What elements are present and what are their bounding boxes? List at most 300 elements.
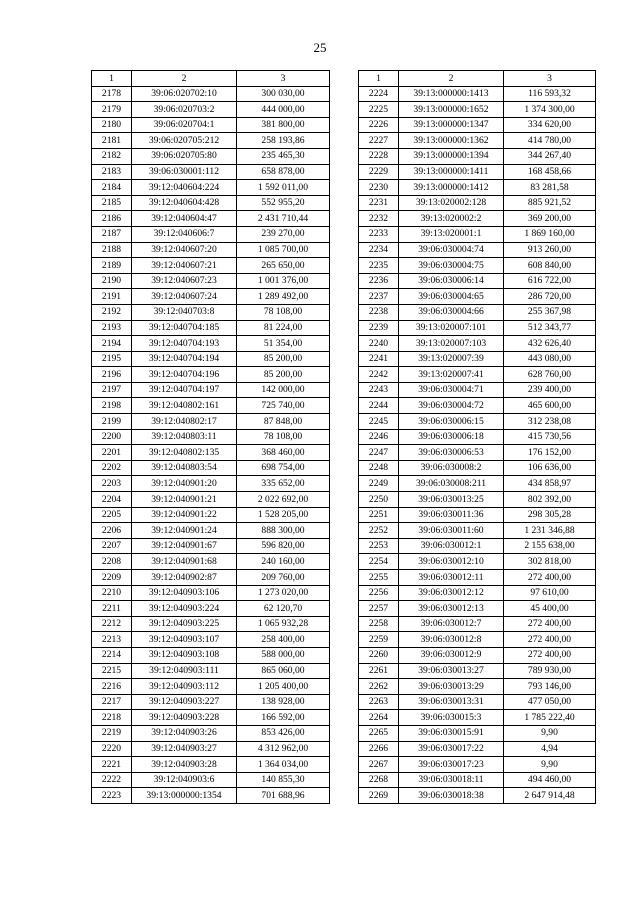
table-row — [92, 741, 330, 757]
table-row — [359, 694, 596, 710]
number-cell: 2263 — [359, 694, 399, 710]
value-cell: 865 060,00 — [237, 663, 330, 679]
table-row — [92, 351, 330, 367]
cadastral-number-cell: 39:12:040901:22 — [132, 507, 237, 523]
cadastral-number-cell: 39:06:030013:25 — [399, 492, 504, 508]
cadastral-number-cell: 39:06:020705:80 — [132, 148, 237, 164]
cadastral-number-cell: 39:06:030012:8 — [399, 632, 504, 648]
number-cell: 2215 — [92, 663, 132, 679]
value-cell: 258 193,86 — [237, 133, 330, 149]
number-cell: 2186 — [92, 211, 132, 227]
table-row — [92, 538, 330, 554]
column-header: 3 — [237, 71, 330, 87]
table-row — [359, 663, 596, 679]
number-cell: 2180 — [92, 117, 132, 133]
table-row — [92, 304, 330, 320]
value-cell: 1 364 034,00 — [237, 757, 330, 773]
number-cell: 2202 — [92, 460, 132, 476]
table-row — [359, 414, 596, 430]
value-cell: 239 400,00 — [504, 382, 596, 398]
value-cell: 2 022 692,00 — [237, 492, 330, 508]
number-cell: 2256 — [359, 585, 399, 601]
value-cell: 415 730,56 — [504, 429, 596, 445]
table-row — [359, 320, 596, 336]
table-row — [92, 117, 330, 133]
cadastral-number-cell: 39:06:030012:9 — [399, 647, 504, 663]
cadastral-number-cell: 39:13:000000:1354 — [132, 788, 237, 804]
value-cell: 1 231 346,88 — [504, 523, 596, 539]
value-cell: 888 300,00 — [237, 523, 330, 539]
number-cell: 2203 — [92, 476, 132, 492]
cadastral-number-cell: 39:06:020703:2 — [132, 102, 237, 118]
value-cell: 853 426,00 — [237, 725, 330, 741]
value-cell: 494 460,00 — [504, 772, 596, 788]
table-row — [359, 211, 596, 227]
table-row — [92, 647, 330, 663]
table-row — [92, 663, 330, 679]
cadastral-number-cell: 39:12:040903:227 — [132, 694, 237, 710]
value-cell: 1 273 020,00 — [237, 585, 330, 601]
value-cell: 414 780,00 — [504, 133, 596, 149]
number-cell: 2238 — [359, 304, 399, 320]
cadastral-number-cell: 39:06:020704:1 — [132, 117, 237, 133]
value-cell: 588 000,00 — [237, 647, 330, 663]
column-header: 1 — [92, 71, 132, 87]
table-row — [92, 336, 330, 352]
table-row — [359, 632, 596, 648]
value-cell: 1 785 222,40 — [504, 710, 596, 726]
table-row — [92, 320, 330, 336]
value-cell: 596 820,00 — [237, 538, 330, 554]
cadastral-number-cell: 39:12:040607:23 — [132, 273, 237, 289]
number-cell: 2245 — [359, 414, 399, 430]
value-cell: 312 238,08 — [504, 414, 596, 430]
value-cell: 913 260,00 — [504, 242, 596, 258]
column-header: 1 — [359, 71, 399, 87]
table-row — [359, 616, 596, 632]
cadastral-number-cell: 39:13:020007:103 — [399, 336, 504, 352]
table-row — [92, 788, 330, 804]
cadastral-number-cell: 39:13:000000:1413 — [399, 86, 504, 102]
left-table — [91, 70, 330, 804]
left-table-body — [92, 71, 330, 804]
cadastral-number-cell: 39:13:020001:1 — [399, 226, 504, 242]
number-cell: 2265 — [359, 725, 399, 741]
number-cell: 2225 — [359, 102, 399, 118]
number-cell: 2211 — [92, 601, 132, 617]
table-header-row — [92, 71, 330, 87]
column-header: 2 — [399, 71, 504, 87]
value-cell: 1 205 400,00 — [237, 679, 330, 695]
number-cell: 2254 — [359, 554, 399, 570]
number-cell: 2248 — [359, 460, 399, 476]
value-cell: 272 400,00 — [504, 647, 596, 663]
number-cell: 2181 — [92, 133, 132, 149]
cadastral-number-cell: 39:12:040901:68 — [132, 554, 237, 570]
cadastral-number-cell: 39:06:030008:2 — [399, 460, 504, 476]
cadastral-number-cell: 39:13:020007:39 — [399, 351, 504, 367]
value-cell: 658 878,00 — [237, 164, 330, 180]
table-row — [359, 710, 596, 726]
cadastral-number-cell: 39:06:030013:27 — [399, 663, 504, 679]
number-cell: 2251 — [359, 507, 399, 523]
number-cell: 2218 — [92, 710, 132, 726]
cadastral-number-cell: 39:06:030015:91 — [399, 725, 504, 741]
cadastral-number-cell: 39:06:030012:1 — [399, 538, 504, 554]
cadastral-number-cell: 39:06:030011:60 — [399, 523, 504, 539]
number-cell: 2227 — [359, 133, 399, 149]
table-row — [92, 180, 330, 196]
table-row — [359, 554, 596, 570]
number-cell: 2187 — [92, 226, 132, 242]
value-cell: 1 374 300,00 — [504, 102, 596, 118]
number-cell: 2262 — [359, 679, 399, 695]
column-header: 3 — [504, 71, 596, 87]
number-cell: 2198 — [92, 398, 132, 414]
value-cell: 9,90 — [504, 757, 596, 773]
value-cell: 298 305,28 — [504, 507, 596, 523]
table-row — [92, 616, 330, 632]
value-cell: 802 392,00 — [504, 492, 596, 508]
cadastral-number-cell: 39:12:040604:224 — [132, 180, 237, 196]
cadastral-number-cell: 39:12:040803:11 — [132, 429, 237, 445]
value-cell: 78 108,00 — [237, 429, 330, 445]
number-cell: 2243 — [359, 382, 399, 398]
table-row — [92, 710, 330, 726]
number-cell: 2260 — [359, 647, 399, 663]
cadastral-number-cell: 39:06:030011:36 — [399, 507, 504, 523]
cadastral-number-cell: 39:13:000000:1412 — [399, 180, 504, 196]
number-cell: 2200 — [92, 429, 132, 445]
number-cell: 2208 — [92, 554, 132, 570]
number-cell: 2209 — [92, 570, 132, 586]
table-row — [92, 195, 330, 211]
value-cell: 616 722,00 — [504, 273, 596, 289]
cadastral-number-cell: 39:12:040607:20 — [132, 242, 237, 258]
table-row — [359, 117, 596, 133]
number-cell: 2217 — [92, 694, 132, 710]
table-row — [359, 429, 596, 445]
table-row — [359, 258, 596, 274]
table-row — [92, 679, 330, 695]
number-cell: 2253 — [359, 538, 399, 554]
cadastral-number-cell: 39:06:030018:38 — [399, 788, 504, 804]
cadastral-number-cell: 39:06:030004:71 — [399, 382, 504, 398]
number-cell: 2216 — [92, 679, 132, 695]
cadastral-number-cell: 39:12:040903:26 — [132, 725, 237, 741]
table-row — [92, 632, 330, 648]
number-cell: 2230 — [359, 180, 399, 196]
table-row — [92, 258, 330, 274]
number-cell: 2259 — [359, 632, 399, 648]
value-cell: 2 647 914,48 — [504, 788, 596, 804]
number-cell: 2242 — [359, 367, 399, 383]
cadastral-number-cell: 39:12:040802:17 — [132, 414, 237, 430]
cadastral-number-cell: 39:12:040704:197 — [132, 382, 237, 398]
cadastral-number-cell: 39:06:030004:66 — [399, 304, 504, 320]
cadastral-number-cell: 39:06:030012:12 — [399, 585, 504, 601]
number-cell: 2244 — [359, 398, 399, 414]
value-cell: 628 760,00 — [504, 367, 596, 383]
cadastral-number-cell: 39:06:030017:22 — [399, 741, 504, 757]
table-row — [359, 460, 596, 476]
value-cell: 81 224,00 — [237, 320, 330, 336]
value-cell: 239 270,00 — [237, 226, 330, 242]
cadastral-number-cell: 39:12:040604:428 — [132, 195, 237, 211]
table-row — [92, 476, 330, 492]
number-cell: 2257 — [359, 601, 399, 617]
cadastral-number-cell: 39:06:030004:72 — [399, 398, 504, 414]
table-row — [359, 570, 596, 586]
cadastral-number-cell: 39:06:030004:65 — [399, 289, 504, 305]
value-cell: 512 343,77 — [504, 320, 596, 336]
number-cell: 2192 — [92, 304, 132, 320]
cadastral-number-cell: 39:06:030012:10 — [399, 554, 504, 570]
cadastral-number-cell: 39:12:040704:196 — [132, 367, 237, 383]
number-cell: 2188 — [92, 242, 132, 258]
number-cell: 2201 — [92, 445, 132, 461]
number-cell: 2236 — [359, 273, 399, 289]
cadastral-number-cell: 39:12:040903:108 — [132, 647, 237, 663]
value-cell: 1 869 160,00 — [504, 226, 596, 242]
table-row — [92, 725, 330, 741]
table-row — [359, 226, 596, 242]
table-row — [359, 741, 596, 757]
table-row — [92, 492, 330, 508]
table-row — [92, 86, 330, 102]
table-row — [92, 164, 330, 180]
cadastral-number-cell: 39:12:040903:228 — [132, 710, 237, 726]
cadastral-number-cell: 39:13:020002:128 — [399, 195, 504, 211]
number-cell: 2232 — [359, 211, 399, 227]
cadastral-number-cell: 39:13:000000:1347 — [399, 117, 504, 133]
cadastral-number-cell: 39:12:040903:112 — [132, 679, 237, 695]
value-cell: 344 267,40 — [504, 148, 596, 164]
cadastral-number-cell: 39:12:040802:135 — [132, 445, 237, 461]
number-cell: 2207 — [92, 538, 132, 554]
number-cell: 2197 — [92, 382, 132, 398]
number-cell: 2235 — [359, 258, 399, 274]
number-cell: 2214 — [92, 647, 132, 663]
value-cell: 240 160,00 — [237, 554, 330, 570]
number-cell: 2228 — [359, 148, 399, 164]
number-cell: 2226 — [359, 117, 399, 133]
value-cell: 83 281,58 — [504, 180, 596, 196]
cadastral-number-cell: 39:12:040607:24 — [132, 289, 237, 305]
table-row — [92, 460, 330, 476]
cadastral-number-cell: 39:06:020705:212 — [132, 133, 237, 149]
number-cell: 2231 — [359, 195, 399, 211]
number-cell: 2220 — [92, 741, 132, 757]
cadastral-number-cell: 39:12:040901:67 — [132, 538, 237, 554]
number-cell: 2266 — [359, 741, 399, 757]
table-row — [92, 601, 330, 617]
number-cell: 2210 — [92, 585, 132, 601]
value-cell: 432 626,40 — [504, 336, 596, 352]
cadastral-number-cell: 39:12:040903:225 — [132, 616, 237, 632]
table-row — [92, 242, 330, 258]
table-row — [92, 398, 330, 414]
table-row — [359, 86, 596, 102]
table-row — [359, 382, 596, 398]
value-cell: 97 610,00 — [504, 585, 596, 601]
number-cell: 2190 — [92, 273, 132, 289]
value-cell: 116 593,32 — [504, 86, 596, 102]
number-cell: 2250 — [359, 492, 399, 508]
number-cell: 2221 — [92, 757, 132, 773]
cadastral-number-cell: 39:12:040704:185 — [132, 320, 237, 336]
table-row — [359, 538, 596, 554]
value-cell: 793 146,00 — [504, 679, 596, 695]
number-cell: 2183 — [92, 164, 132, 180]
value-cell: 166 592,00 — [237, 710, 330, 726]
number-cell: 2184 — [92, 180, 132, 196]
table-row — [359, 476, 596, 492]
table-row — [92, 148, 330, 164]
value-cell: 62 120,70 — [237, 601, 330, 617]
number-cell: 2185 — [92, 195, 132, 211]
number-cell: 2261 — [359, 663, 399, 679]
number-cell: 2233 — [359, 226, 399, 242]
table-row — [359, 102, 596, 118]
cadastral-number-cell: 39:12:040903:28 — [132, 757, 237, 773]
table-row — [92, 429, 330, 445]
table-row — [359, 289, 596, 305]
table-row — [359, 195, 596, 211]
number-cell: 2269 — [359, 788, 399, 804]
table-row — [359, 725, 596, 741]
value-cell: 552 955,20 — [237, 195, 330, 211]
table-row — [359, 367, 596, 383]
number-cell: 2222 — [92, 772, 132, 788]
value-cell: 85 200,00 — [237, 367, 330, 383]
number-cell: 2264 — [359, 710, 399, 726]
number-cell: 2247 — [359, 445, 399, 461]
cadastral-number-cell: 39:12:040606:7 — [132, 226, 237, 242]
cadastral-number-cell: 39:06:030006:53 — [399, 445, 504, 461]
cadastral-number-cell: 39:13:000000:1652 — [399, 102, 504, 118]
number-cell: 2213 — [92, 632, 132, 648]
value-cell: 1 065 932,28 — [237, 616, 330, 632]
table-row — [359, 133, 596, 149]
table-row — [359, 585, 596, 601]
cadastral-number-cell: 39:12:040802:161 — [132, 398, 237, 414]
value-cell: 45 400,00 — [504, 601, 596, 617]
cadastral-number-cell: 39:13:020007:41 — [399, 367, 504, 383]
number-cell: 2178 — [92, 86, 132, 102]
table-row — [359, 601, 596, 617]
number-cell: 2194 — [92, 336, 132, 352]
value-cell: 334 620,00 — [504, 117, 596, 133]
number-cell: 2223 — [92, 788, 132, 804]
cadastral-number-cell: 39:06:030006:18 — [399, 429, 504, 445]
value-cell: 698 754,00 — [237, 460, 330, 476]
cadastral-number-cell: 39:06:030012:7 — [399, 616, 504, 632]
value-cell: 4,94 — [504, 741, 596, 757]
table-row — [92, 211, 330, 227]
cadastral-number-cell: 39:13:020007:101 — [399, 320, 504, 336]
value-cell: 4 312 962,00 — [237, 741, 330, 757]
value-cell: 1 592 011,00 — [237, 180, 330, 196]
table-row — [92, 570, 330, 586]
table-row — [92, 694, 330, 710]
cadastral-number-cell: 39:13:020002:2 — [399, 211, 504, 227]
table-row — [92, 289, 330, 305]
number-cell: 2196 — [92, 367, 132, 383]
number-cell: 2199 — [92, 414, 132, 430]
cadastral-number-cell: 39:06:030013:29 — [399, 679, 504, 695]
number-cell: 2204 — [92, 492, 132, 508]
table-row — [92, 507, 330, 523]
value-cell: 444 000,00 — [237, 102, 330, 118]
value-cell: 725 740,00 — [237, 398, 330, 414]
number-cell: 2255 — [359, 570, 399, 586]
value-cell: 368 460,00 — [237, 445, 330, 461]
table-row — [92, 585, 330, 601]
table-row — [92, 554, 330, 570]
value-cell: 434 858,97 — [504, 476, 596, 492]
table-row — [92, 445, 330, 461]
number-cell: 2182 — [92, 148, 132, 164]
table-row — [92, 414, 330, 430]
cadastral-number-cell: 39:13:000000:1362 — [399, 133, 504, 149]
cadastral-number-cell: 39:12:040903:111 — [132, 663, 237, 679]
cadastral-number-cell: 39:06:030017:23 — [399, 757, 504, 773]
table-row — [92, 382, 330, 398]
value-cell: 286 720,00 — [504, 289, 596, 305]
cadastral-number-cell: 39:12:040803:54 — [132, 460, 237, 476]
table-row — [359, 180, 596, 196]
value-cell: 1 289 492,00 — [237, 289, 330, 305]
table-row — [92, 273, 330, 289]
number-cell: 2212 — [92, 616, 132, 632]
right-table — [358, 70, 596, 804]
value-cell: 335 652,00 — [237, 476, 330, 492]
value-cell: 265 650,00 — [237, 258, 330, 274]
cadastral-number-cell: 39:06:030012:13 — [399, 601, 504, 617]
number-cell: 2252 — [359, 523, 399, 539]
cadastral-number-cell: 39:12:040903:27 — [132, 741, 237, 757]
number-cell: 2219 — [92, 725, 132, 741]
cadastral-number-cell: 39:12:040704:194 — [132, 351, 237, 367]
value-cell: 885 921,52 — [504, 195, 596, 211]
table-row — [359, 492, 596, 508]
table-row — [92, 523, 330, 539]
value-cell: 87 848,00 — [237, 414, 330, 430]
number-cell: 2267 — [359, 757, 399, 773]
table-row — [359, 148, 596, 164]
cadastral-number-cell: 39:06:030015:3 — [399, 710, 504, 726]
value-cell: 85 200,00 — [237, 351, 330, 367]
cadastral-number-cell: 39:06:030006:14 — [399, 273, 504, 289]
number-cell: 2205 — [92, 507, 132, 523]
value-cell: 9,90 — [504, 725, 596, 741]
table-row — [359, 647, 596, 663]
table-row — [359, 679, 596, 695]
number-cell: 2191 — [92, 289, 132, 305]
table-row — [359, 772, 596, 788]
value-cell: 140 855,30 — [237, 772, 330, 788]
right-table-body — [359, 71, 596, 804]
cadastral-number-cell: 39:12:040901:20 — [132, 476, 237, 492]
value-cell: 168 458,66 — [504, 164, 596, 180]
cadastral-number-cell: 39:12:040901:21 — [132, 492, 237, 508]
value-cell: 142 000,00 — [237, 382, 330, 398]
number-cell: 2195 — [92, 351, 132, 367]
page-number: 25 — [313, 40, 327, 55]
value-cell: 272 400,00 — [504, 632, 596, 648]
table-row — [359, 164, 596, 180]
